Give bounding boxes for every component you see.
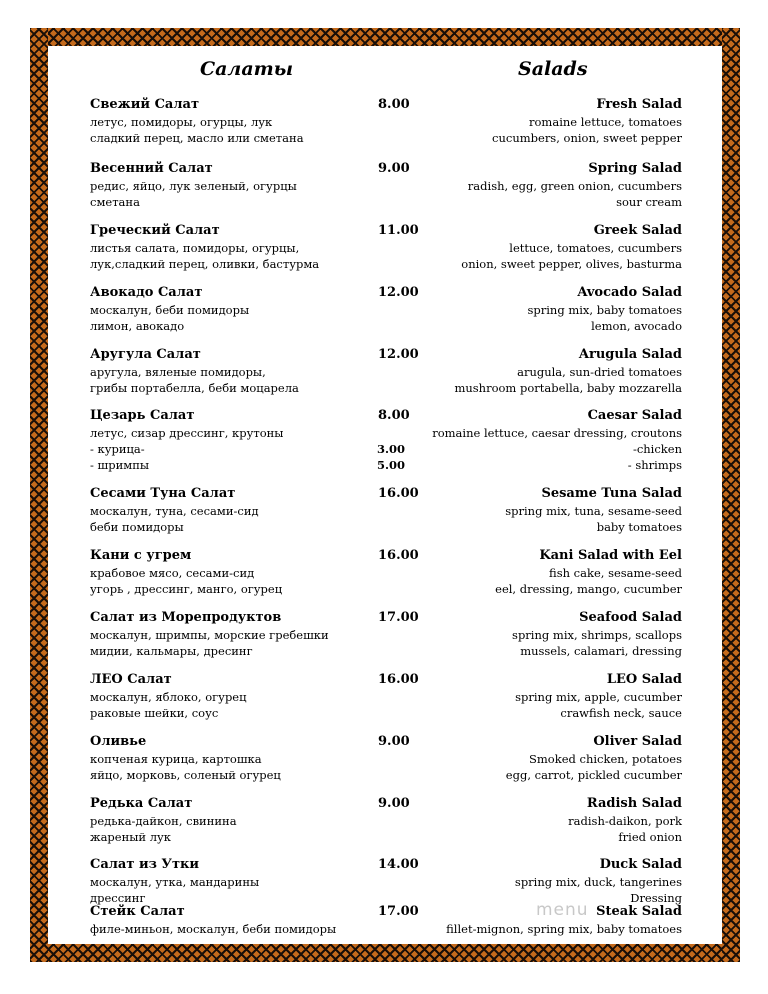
dish-name-ru: ЛЕО Салат bbox=[90, 672, 172, 687]
dish-description-en: baby tomatoes bbox=[596, 520, 682, 534]
dish-description-line bbox=[90, 318, 682, 334]
menu-item bbox=[90, 795, 682, 845]
menu-item-title-row bbox=[90, 609, 682, 627]
menu-item bbox=[90, 407, 682, 473]
menu-item-title-row bbox=[90, 547, 682, 565]
dish-name-en: Seafood Salad bbox=[579, 610, 682, 625]
dish-description-en: fish cake, sesame-seed bbox=[549, 566, 682, 580]
dish-name-ru: Редька Салат bbox=[90, 796, 193, 811]
dish-description-en: Smoked chicken, potatoes bbox=[529, 752, 682, 766]
menu-item bbox=[90, 485, 682, 535]
dish-name-en: Greek Salad bbox=[593, 223, 682, 238]
dish-price: 17.00 bbox=[378, 904, 419, 919]
dish-description-ru: беби помидоры bbox=[90, 520, 184, 534]
dish-price: 17.00 bbox=[378, 610, 419, 625]
dish-name-ru: Цезарь Салат bbox=[90, 408, 195, 423]
dish-name-ru: Стейк Салат bbox=[90, 904, 185, 919]
dish-description-en: mushroom portabella, baby mozzarella bbox=[454, 381, 682, 395]
dish-description-ru: москалун, беби помидоры bbox=[90, 303, 250, 317]
dish-description-ru: москалун, шримпы, морские гребешки bbox=[90, 628, 329, 642]
dish-description-ru: москалун, яблоко, огурец bbox=[90, 690, 247, 704]
menu-item-title-row bbox=[90, 96, 682, 114]
dish-description-en: sour cream bbox=[616, 195, 682, 209]
dish-description-ru: листья салата, помидоры, огурцы, bbox=[90, 241, 300, 255]
menu-item bbox=[90, 96, 682, 146]
dish-description-en: spring mix, tuna, sesame-seed bbox=[505, 504, 682, 518]
menu-item bbox=[90, 903, 682, 937]
menu-item bbox=[90, 222, 682, 272]
dish-name-en: Duck Salad bbox=[599, 857, 682, 872]
dish-description-en: cucumbers, onion, sweet pepper bbox=[492, 131, 682, 145]
dish-name-en: Arugula Salad bbox=[578, 347, 682, 362]
section-heading-russian: Салаты bbox=[200, 58, 294, 80]
menu-item bbox=[90, 856, 682, 906]
dish-description-line bbox=[90, 114, 682, 130]
dish-description-line bbox=[90, 689, 682, 705]
dish-description-en: lemon, avocado bbox=[591, 319, 682, 333]
dish-description-en: spring mix, duck, tangerines bbox=[514, 875, 682, 889]
menu-item-title-row bbox=[90, 407, 682, 425]
dish-description-ru: мидии, кальмары, дресинг bbox=[90, 644, 253, 658]
dish-description-en: radish-daikon, pork bbox=[568, 814, 682, 828]
section-heading-english: Salads bbox=[518, 58, 588, 80]
dish-price: 16.00 bbox=[378, 548, 419, 563]
dish-name-en: Caesar Salad bbox=[587, 408, 682, 423]
dish-price: 16.00 bbox=[378, 672, 419, 687]
dish-description-en: spring mix, baby tomatoes bbox=[527, 303, 682, 317]
dish-name-ru: Оливье bbox=[90, 734, 147, 749]
dish-description-en: mussels, calamari, dressing bbox=[520, 644, 682, 658]
dish-name-en: Fresh Salad bbox=[596, 97, 682, 112]
menu-item-title-row bbox=[90, 284, 682, 302]
dish-description-en: -chicken bbox=[632, 442, 682, 456]
dish-name-ru: Салат из Утки bbox=[90, 857, 200, 872]
dish-description-ru: москалун, туна, сесами-сид bbox=[90, 504, 259, 518]
dish-description-ru: яйцо, морковь, соленый огурец bbox=[90, 768, 281, 782]
dish-price: 16.00 bbox=[378, 486, 419, 501]
dish-name-ru: Авокадо Салат bbox=[90, 285, 203, 300]
dish-description-en: egg, carrot, pickled cucumber bbox=[505, 768, 682, 782]
dish-description-en: spring mix, apple, cucumber bbox=[515, 690, 682, 704]
dish-description-ru: летус, сизар дрессинг, крутоны bbox=[90, 426, 284, 440]
watermark: menu bbox=[536, 900, 589, 920]
dish-price: 9.00 bbox=[378, 161, 410, 176]
menu-item-title-row bbox=[90, 346, 682, 364]
dish-description-ru: грибы портабелла, беби моцарела bbox=[90, 381, 299, 395]
dish-description-ru: угорь , дрессинг, манго, огурец bbox=[90, 582, 283, 596]
menu-item-title-row bbox=[90, 160, 682, 178]
dish-description-ru: аругула, вяленые помидоры, bbox=[90, 365, 266, 379]
menu-item-title-row bbox=[90, 485, 682, 503]
dish-description-ru: лук,сладкий перец, оливки, бастурма bbox=[90, 257, 320, 271]
dish-description-ru: летус, помидоры, огурцы, лук bbox=[90, 115, 273, 129]
dish-description-line bbox=[90, 813, 682, 829]
menu-item bbox=[90, 346, 682, 396]
dish-description-ru: лимон, авокадо bbox=[90, 319, 185, 333]
dish-description-ru: крабовое мясо, сесами-сид bbox=[90, 566, 255, 580]
menu-item bbox=[90, 671, 682, 721]
decorative-border-bottom bbox=[30, 944, 740, 962]
dish-description-ru: сметана bbox=[90, 195, 140, 209]
dish-name-ru: Аругула Салат bbox=[90, 347, 201, 362]
dish-description-line bbox=[90, 457, 682, 473]
dish-description-en: crawfish neck, sauce bbox=[560, 706, 682, 720]
dish-name-en: Kani Salad with Eel bbox=[539, 548, 682, 563]
dish-name-ru: Греческий Салат bbox=[90, 223, 220, 238]
menu-item bbox=[90, 160, 682, 210]
dish-name-en: Spring Salad bbox=[588, 161, 682, 176]
dish-description-ru: редис, яйцо, лук зеленый, огурцы bbox=[90, 179, 297, 193]
menu-item bbox=[90, 733, 682, 783]
dish-description-line bbox=[90, 829, 682, 845]
dish-description-ru: копченая курица, картошка bbox=[90, 752, 262, 766]
dish-description-ru: филе-миньон, москалун, беби помидоры bbox=[90, 922, 337, 936]
decorative-border-left bbox=[30, 28, 48, 962]
dish-description-line bbox=[90, 380, 682, 396]
dish-description-en: lettuce, tomatoes, cucumbers bbox=[509, 241, 682, 255]
dish-description-en: arugula, sun-dried tomatoes bbox=[517, 365, 682, 379]
dish-price: 12.00 bbox=[378, 285, 419, 300]
dish-description-en: eel, dressing, mango, cucumber bbox=[495, 582, 682, 596]
dish-price: 12.00 bbox=[378, 347, 419, 362]
dish-name-en: LEO Salad bbox=[606, 672, 682, 687]
dish-description-ru: - шримпы bbox=[90, 458, 150, 472]
dish-description-line bbox=[90, 874, 682, 890]
dish-description-line bbox=[90, 194, 682, 210]
dish-description-en: radish, egg, green onion, cucumbers bbox=[467, 179, 682, 193]
menu-item-title-row bbox=[90, 856, 682, 874]
menu-item-title-row bbox=[90, 795, 682, 813]
menu-item bbox=[90, 284, 682, 334]
dish-description-en: romaine lettuce, tomatoes bbox=[529, 115, 682, 129]
menu-item-title-row bbox=[90, 671, 682, 689]
dish-description-line bbox=[90, 751, 682, 767]
dish-description-line bbox=[90, 643, 682, 659]
dish-description-en: fillet-mignon, spring mix, baby tomatoes bbox=[446, 922, 682, 936]
dish-description-en: romaine lettuce, caesar dressing, croutons bbox=[432, 426, 682, 440]
dish-name-ru: Весенний Салат bbox=[90, 161, 213, 176]
dish-name-ru: Кани с угрем bbox=[90, 548, 192, 563]
dish-description-ru: раковые шейки, соус bbox=[90, 706, 219, 720]
dish-description-en: Dressing bbox=[630, 891, 682, 905]
decorative-border-right bbox=[722, 28, 740, 962]
dish-price: 8.00 bbox=[378, 97, 410, 112]
dish-description-line bbox=[90, 503, 682, 519]
dish-name-en: Avocado Salad bbox=[577, 285, 682, 300]
dish-description-line bbox=[90, 705, 682, 721]
dish-name-en: Radish Salad bbox=[586, 796, 682, 811]
dish-description-line bbox=[90, 130, 682, 146]
dish-description-en: onion, sweet pepper, olives, basturma bbox=[461, 257, 682, 271]
dish-name-ru: Сесами Туна Салат bbox=[90, 486, 236, 501]
dish-description-line bbox=[90, 581, 682, 597]
dish-description-en: spring mix, shrimps, scallops bbox=[512, 628, 682, 642]
dish-description-line bbox=[90, 627, 682, 643]
dish-description-line bbox=[90, 565, 682, 581]
addon-price: 3.00 bbox=[377, 442, 406, 456]
menu-item-title-row bbox=[90, 222, 682, 240]
dish-price: 8.00 bbox=[378, 408, 410, 423]
menu-item bbox=[90, 609, 682, 659]
dish-price: 9.00 bbox=[378, 796, 410, 811]
dish-description-line bbox=[90, 441, 682, 457]
dish-description-ru: жареный лук bbox=[90, 830, 171, 844]
dish-description-line bbox=[90, 240, 682, 256]
dish-name-ru: Свежий Салат bbox=[90, 97, 200, 112]
addon-price: 5.00 bbox=[377, 458, 406, 472]
menu-item-title-row bbox=[90, 733, 682, 751]
dish-description-line bbox=[90, 178, 682, 194]
dish-name-en: Steak Salad bbox=[596, 904, 682, 919]
dish-description-line bbox=[90, 302, 682, 318]
dish-description-line bbox=[90, 425, 682, 441]
dish-name-ru: Салат из Морепродуктов bbox=[90, 610, 282, 625]
decorative-border-top bbox=[30, 28, 740, 46]
dish-name-en: Oliver Salad bbox=[593, 734, 682, 749]
menu-item-title-row bbox=[90, 903, 682, 921]
dish-description-en: - shrimps bbox=[627, 458, 682, 472]
dish-description-ru: дрессинг bbox=[90, 891, 146, 905]
dish-description-line bbox=[90, 256, 682, 272]
menu-item bbox=[90, 547, 682, 597]
dish-description-ru: редька-дайкон, свинина bbox=[90, 814, 237, 828]
dish-price: 11.00 bbox=[378, 223, 419, 238]
dish-description-ru: сладкий перец, масло или сметана bbox=[90, 131, 304, 145]
dish-description-en: fried onion bbox=[618, 830, 682, 844]
dish-description-line bbox=[90, 519, 682, 535]
dish-description-ru: - курица- bbox=[90, 442, 145, 456]
dish-name-en: Sesame Tuna Salad bbox=[541, 486, 682, 501]
dish-description-line bbox=[90, 364, 682, 380]
dish-description-ru: москалун, утка, мандарины bbox=[90, 875, 260, 889]
dish-price: 9.00 bbox=[378, 734, 410, 749]
dish-description-line bbox=[90, 767, 682, 783]
dish-description-line bbox=[90, 921, 682, 937]
dish-price: 14.00 bbox=[378, 857, 419, 872]
